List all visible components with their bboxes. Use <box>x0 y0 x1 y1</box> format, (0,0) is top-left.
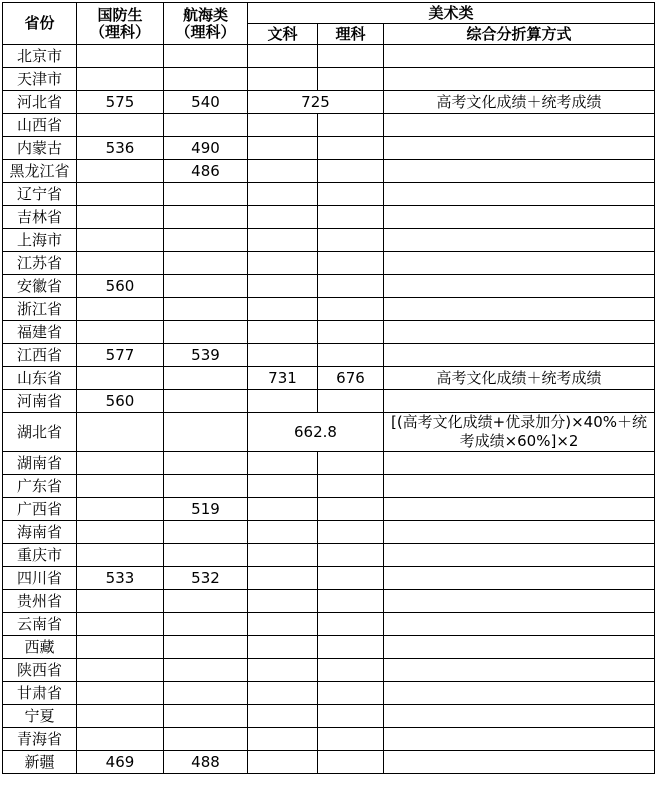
header-method: 综合分折算方式 <box>384 24 655 45</box>
cell-method <box>384 298 655 321</box>
cell-method <box>384 751 655 774</box>
cell-wen <box>248 613 318 636</box>
cell-hanghai <box>164 636 248 659</box>
cell-province: 河南省 <box>3 390 77 413</box>
cell-wen <box>248 252 318 275</box>
cell-method <box>384 728 655 751</box>
cell-hanghai <box>164 728 248 751</box>
cell-method <box>384 183 655 206</box>
cell-guofang: 533 <box>77 567 164 590</box>
cell-wen <box>248 206 318 229</box>
cell-hanghai <box>164 659 248 682</box>
cell-province: 广西省 <box>3 498 77 521</box>
header-hanghai-label: 航海类 <box>182 5 228 24</box>
header-hanghai <box>164 3 248 45</box>
cell-province: 广东省 <box>3 475 77 498</box>
table-row <box>3 590 655 613</box>
cell-li <box>318 567 384 590</box>
cell-province: 江苏省 <box>3 252 77 275</box>
cell-method <box>384 114 655 137</box>
cell-guofang <box>77 636 164 659</box>
cell-art-merged: 662.8 <box>248 413 384 452</box>
cell-li <box>318 206 384 229</box>
table-row <box>3 751 655 774</box>
cell-wen <box>248 544 318 567</box>
cell-li <box>318 751 384 774</box>
cell-guofang: 575 <box>77 91 164 114</box>
cell-li <box>318 682 384 705</box>
table-row <box>3 252 655 275</box>
table-row <box>3 413 655 452</box>
table-row <box>3 705 655 728</box>
cell-hanghai <box>164 229 248 252</box>
cell-wen <box>248 390 318 413</box>
cell-li <box>318 298 384 321</box>
table-row <box>3 728 655 751</box>
table-row <box>3 321 655 344</box>
cell-province: 四川省 <box>3 567 77 590</box>
cell-wen <box>248 114 318 137</box>
table-row <box>3 275 655 298</box>
cell-method <box>384 321 655 344</box>
table-row <box>3 114 655 137</box>
cell-province: 甘肃省 <box>3 682 77 705</box>
cell-li <box>318 544 384 567</box>
cell-province: 青海省 <box>3 728 77 751</box>
cell-guofang <box>77 659 164 682</box>
cell-province: 河北省 <box>3 91 77 114</box>
cell-hanghai <box>164 114 248 137</box>
cell-wen <box>248 321 318 344</box>
table-row <box>3 567 655 590</box>
header-guofang-sub: （理科） <box>89 22 150 41</box>
cell-hanghai: 486 <box>164 160 248 183</box>
cell-guofang <box>77 45 164 68</box>
cell-guofang: 577 <box>77 344 164 367</box>
cell-guofang <box>77 298 164 321</box>
cell-guofang <box>77 206 164 229</box>
cell-wen <box>248 160 318 183</box>
table-row <box>3 91 655 114</box>
cell-method <box>384 544 655 567</box>
cell-li <box>318 45 384 68</box>
cell-method: 高考文化成绩＋统考成绩 <box>384 367 655 390</box>
cell-guofang: 560 <box>77 275 164 298</box>
cell-method <box>384 229 655 252</box>
cell-li <box>318 229 384 252</box>
cell-province: 山东省 <box>3 367 77 390</box>
cell-wen <box>248 590 318 613</box>
cell-guofang <box>77 544 164 567</box>
cell-province: 贵州省 <box>3 590 77 613</box>
cell-li <box>318 344 384 367</box>
cell-hanghai: 540 <box>164 91 248 114</box>
cell-method <box>384 160 655 183</box>
cell-method <box>384 498 655 521</box>
cell-hanghai <box>164 183 248 206</box>
cell-province: 重庆市 <box>3 544 77 567</box>
cell-hanghai <box>164 452 248 475</box>
table-row <box>3 298 655 321</box>
cell-method <box>384 390 655 413</box>
cell-li <box>318 183 384 206</box>
cell-wen <box>248 521 318 544</box>
cell-wen <box>248 45 318 68</box>
cell-hanghai: 488 <box>164 751 248 774</box>
cell-li <box>318 321 384 344</box>
cell-method <box>384 705 655 728</box>
cell-wen <box>248 183 318 206</box>
table-row <box>3 544 655 567</box>
cell-wen <box>248 705 318 728</box>
cell-wen <box>248 728 318 751</box>
cell-guofang <box>77 367 164 390</box>
cell-hanghai <box>164 298 248 321</box>
cell-wen <box>248 567 318 590</box>
cell-li <box>318 475 384 498</box>
cell-li <box>318 452 384 475</box>
cell-province: 安徽省 <box>3 275 77 298</box>
cell-hanghai <box>164 682 248 705</box>
table-row <box>3 659 655 682</box>
cell-li <box>318 68 384 91</box>
cell-province: 海南省 <box>3 521 77 544</box>
cell-province: 天津市 <box>3 68 77 91</box>
cell-method <box>384 344 655 367</box>
cell-li <box>318 659 384 682</box>
cell-guofang <box>77 475 164 498</box>
cell-method <box>384 137 655 160</box>
cell-hanghai <box>164 475 248 498</box>
cell-li <box>318 705 384 728</box>
cell-guofang <box>77 229 164 252</box>
cell-li <box>318 590 384 613</box>
cell-method: [(高考文化成绩+优录加分)×40%＋统考成绩×60%]×2 <box>384 413 655 452</box>
cell-province: 吉林省 <box>3 206 77 229</box>
cell-province: 辽宁省 <box>3 183 77 206</box>
cell-hanghai <box>164 45 248 68</box>
table-row <box>3 206 655 229</box>
cell-province: 福建省 <box>3 321 77 344</box>
cell-li <box>318 613 384 636</box>
cell-guofang <box>77 682 164 705</box>
cell-wen <box>248 498 318 521</box>
table-body <box>3 45 655 774</box>
cell-hanghai: 490 <box>164 137 248 160</box>
cell-li <box>318 114 384 137</box>
cell-wen <box>248 137 318 160</box>
cell-method <box>384 45 655 68</box>
cell-method <box>384 659 655 682</box>
cell-province: 浙江省 <box>3 298 77 321</box>
header-guofang-label: 国防生 <box>97 5 143 24</box>
cell-li <box>318 521 384 544</box>
table-row <box>3 367 655 390</box>
cell-guofang <box>77 452 164 475</box>
cell-guofang <box>77 321 164 344</box>
cell-guofang <box>77 590 164 613</box>
header-guofang <box>77 3 164 45</box>
table-row <box>3 229 655 252</box>
table-row <box>3 636 655 659</box>
cell-wen <box>248 751 318 774</box>
cell-hanghai: 519 <box>164 498 248 521</box>
table-row <box>3 682 655 705</box>
cell-guofang <box>77 413 164 452</box>
cell-wen <box>248 229 318 252</box>
cell-li <box>318 636 384 659</box>
cell-guofang <box>77 728 164 751</box>
cell-hanghai <box>164 68 248 91</box>
cell-hanghai <box>164 613 248 636</box>
header-li: 理科 <box>318 24 384 45</box>
cell-province: 云南省 <box>3 613 77 636</box>
cell-method <box>384 475 655 498</box>
table-row <box>3 452 655 475</box>
cell-hanghai <box>164 321 248 344</box>
cell-wen <box>248 682 318 705</box>
cell-wen <box>248 344 318 367</box>
cell-guofang: 469 <box>77 751 164 774</box>
table-row <box>3 613 655 636</box>
cell-guofang <box>77 183 164 206</box>
cell-wen <box>248 475 318 498</box>
table-row <box>3 390 655 413</box>
table-row <box>3 521 655 544</box>
table-row <box>3 137 655 160</box>
cell-hanghai <box>164 390 248 413</box>
header-wen: 文科 <box>248 24 318 45</box>
cell-method <box>384 590 655 613</box>
cell-province: 内蒙古 <box>3 137 77 160</box>
cell-method <box>384 252 655 275</box>
cell-hanghai <box>164 521 248 544</box>
cell-li <box>318 137 384 160</box>
cell-wen <box>248 659 318 682</box>
cell-method <box>384 613 655 636</box>
header-hanghai-sub: （理科） <box>175 22 236 41</box>
cell-method <box>384 682 655 705</box>
cell-guofang <box>77 252 164 275</box>
cell-wen <box>248 452 318 475</box>
cell-li <box>318 498 384 521</box>
cell-method <box>384 636 655 659</box>
cell-method <box>384 521 655 544</box>
cell-guofang <box>77 160 164 183</box>
cell-guofang <box>77 114 164 137</box>
cell-method <box>384 452 655 475</box>
cell-hanghai <box>164 705 248 728</box>
cell-province: 上海市 <box>3 229 77 252</box>
cell-province: 北京市 <box>3 45 77 68</box>
cell-hanghai <box>164 590 248 613</box>
table-row <box>3 45 655 68</box>
cell-province: 宁夏 <box>3 705 77 728</box>
cell-wen <box>248 68 318 91</box>
table-row <box>3 68 655 91</box>
cell-wen <box>248 636 318 659</box>
cell-guofang <box>77 705 164 728</box>
table-row <box>3 475 655 498</box>
table-row <box>3 160 655 183</box>
cell-wen <box>248 275 318 298</box>
cell-guofang: 536 <box>77 137 164 160</box>
table-row <box>3 183 655 206</box>
score-table-container <box>2 2 655 774</box>
cell-wen: 731 <box>248 367 318 390</box>
cell-province: 山西省 <box>3 114 77 137</box>
cell-province: 新疆 <box>3 751 77 774</box>
cell-method <box>384 206 655 229</box>
cell-li <box>318 728 384 751</box>
cell-province: 江西省 <box>3 344 77 367</box>
cell-method <box>384 567 655 590</box>
admission-score-table <box>2 2 655 774</box>
cell-guofang: 560 <box>77 390 164 413</box>
cell-province: 湖南省 <box>3 452 77 475</box>
cell-guofang <box>77 498 164 521</box>
cell-province: 湖北省 <box>3 413 77 452</box>
cell-wen <box>248 298 318 321</box>
cell-guofang <box>77 521 164 544</box>
cell-art-merged: 725 <box>248 91 384 114</box>
cell-province: 西藏 <box>3 636 77 659</box>
cell-li <box>318 160 384 183</box>
cell-hanghai <box>164 252 248 275</box>
cell-guofang <box>77 613 164 636</box>
cell-hanghai <box>164 275 248 298</box>
table-row <box>3 498 655 521</box>
cell-li <box>318 390 384 413</box>
header-province: 省份 <box>3 3 77 45</box>
table-header <box>3 3 655 45</box>
header-art: 美术类 <box>248 3 655 24</box>
table-row <box>3 344 655 367</box>
cell-province: 黑龙江省 <box>3 160 77 183</box>
cell-hanghai <box>164 206 248 229</box>
cell-hanghai <box>164 367 248 390</box>
cell-method: 高考文化成绩＋统考成绩 <box>384 91 655 114</box>
cell-hanghai: 532 <box>164 567 248 590</box>
cell-hanghai <box>164 413 248 452</box>
cell-hanghai <box>164 544 248 567</box>
cell-li <box>318 275 384 298</box>
cell-li <box>318 252 384 275</box>
cell-province: 陕西省 <box>3 659 77 682</box>
cell-hanghai: 539 <box>164 344 248 367</box>
cell-method <box>384 68 655 91</box>
cell-method <box>384 275 655 298</box>
cell-guofang <box>77 68 164 91</box>
cell-li: 676 <box>318 367 384 390</box>
